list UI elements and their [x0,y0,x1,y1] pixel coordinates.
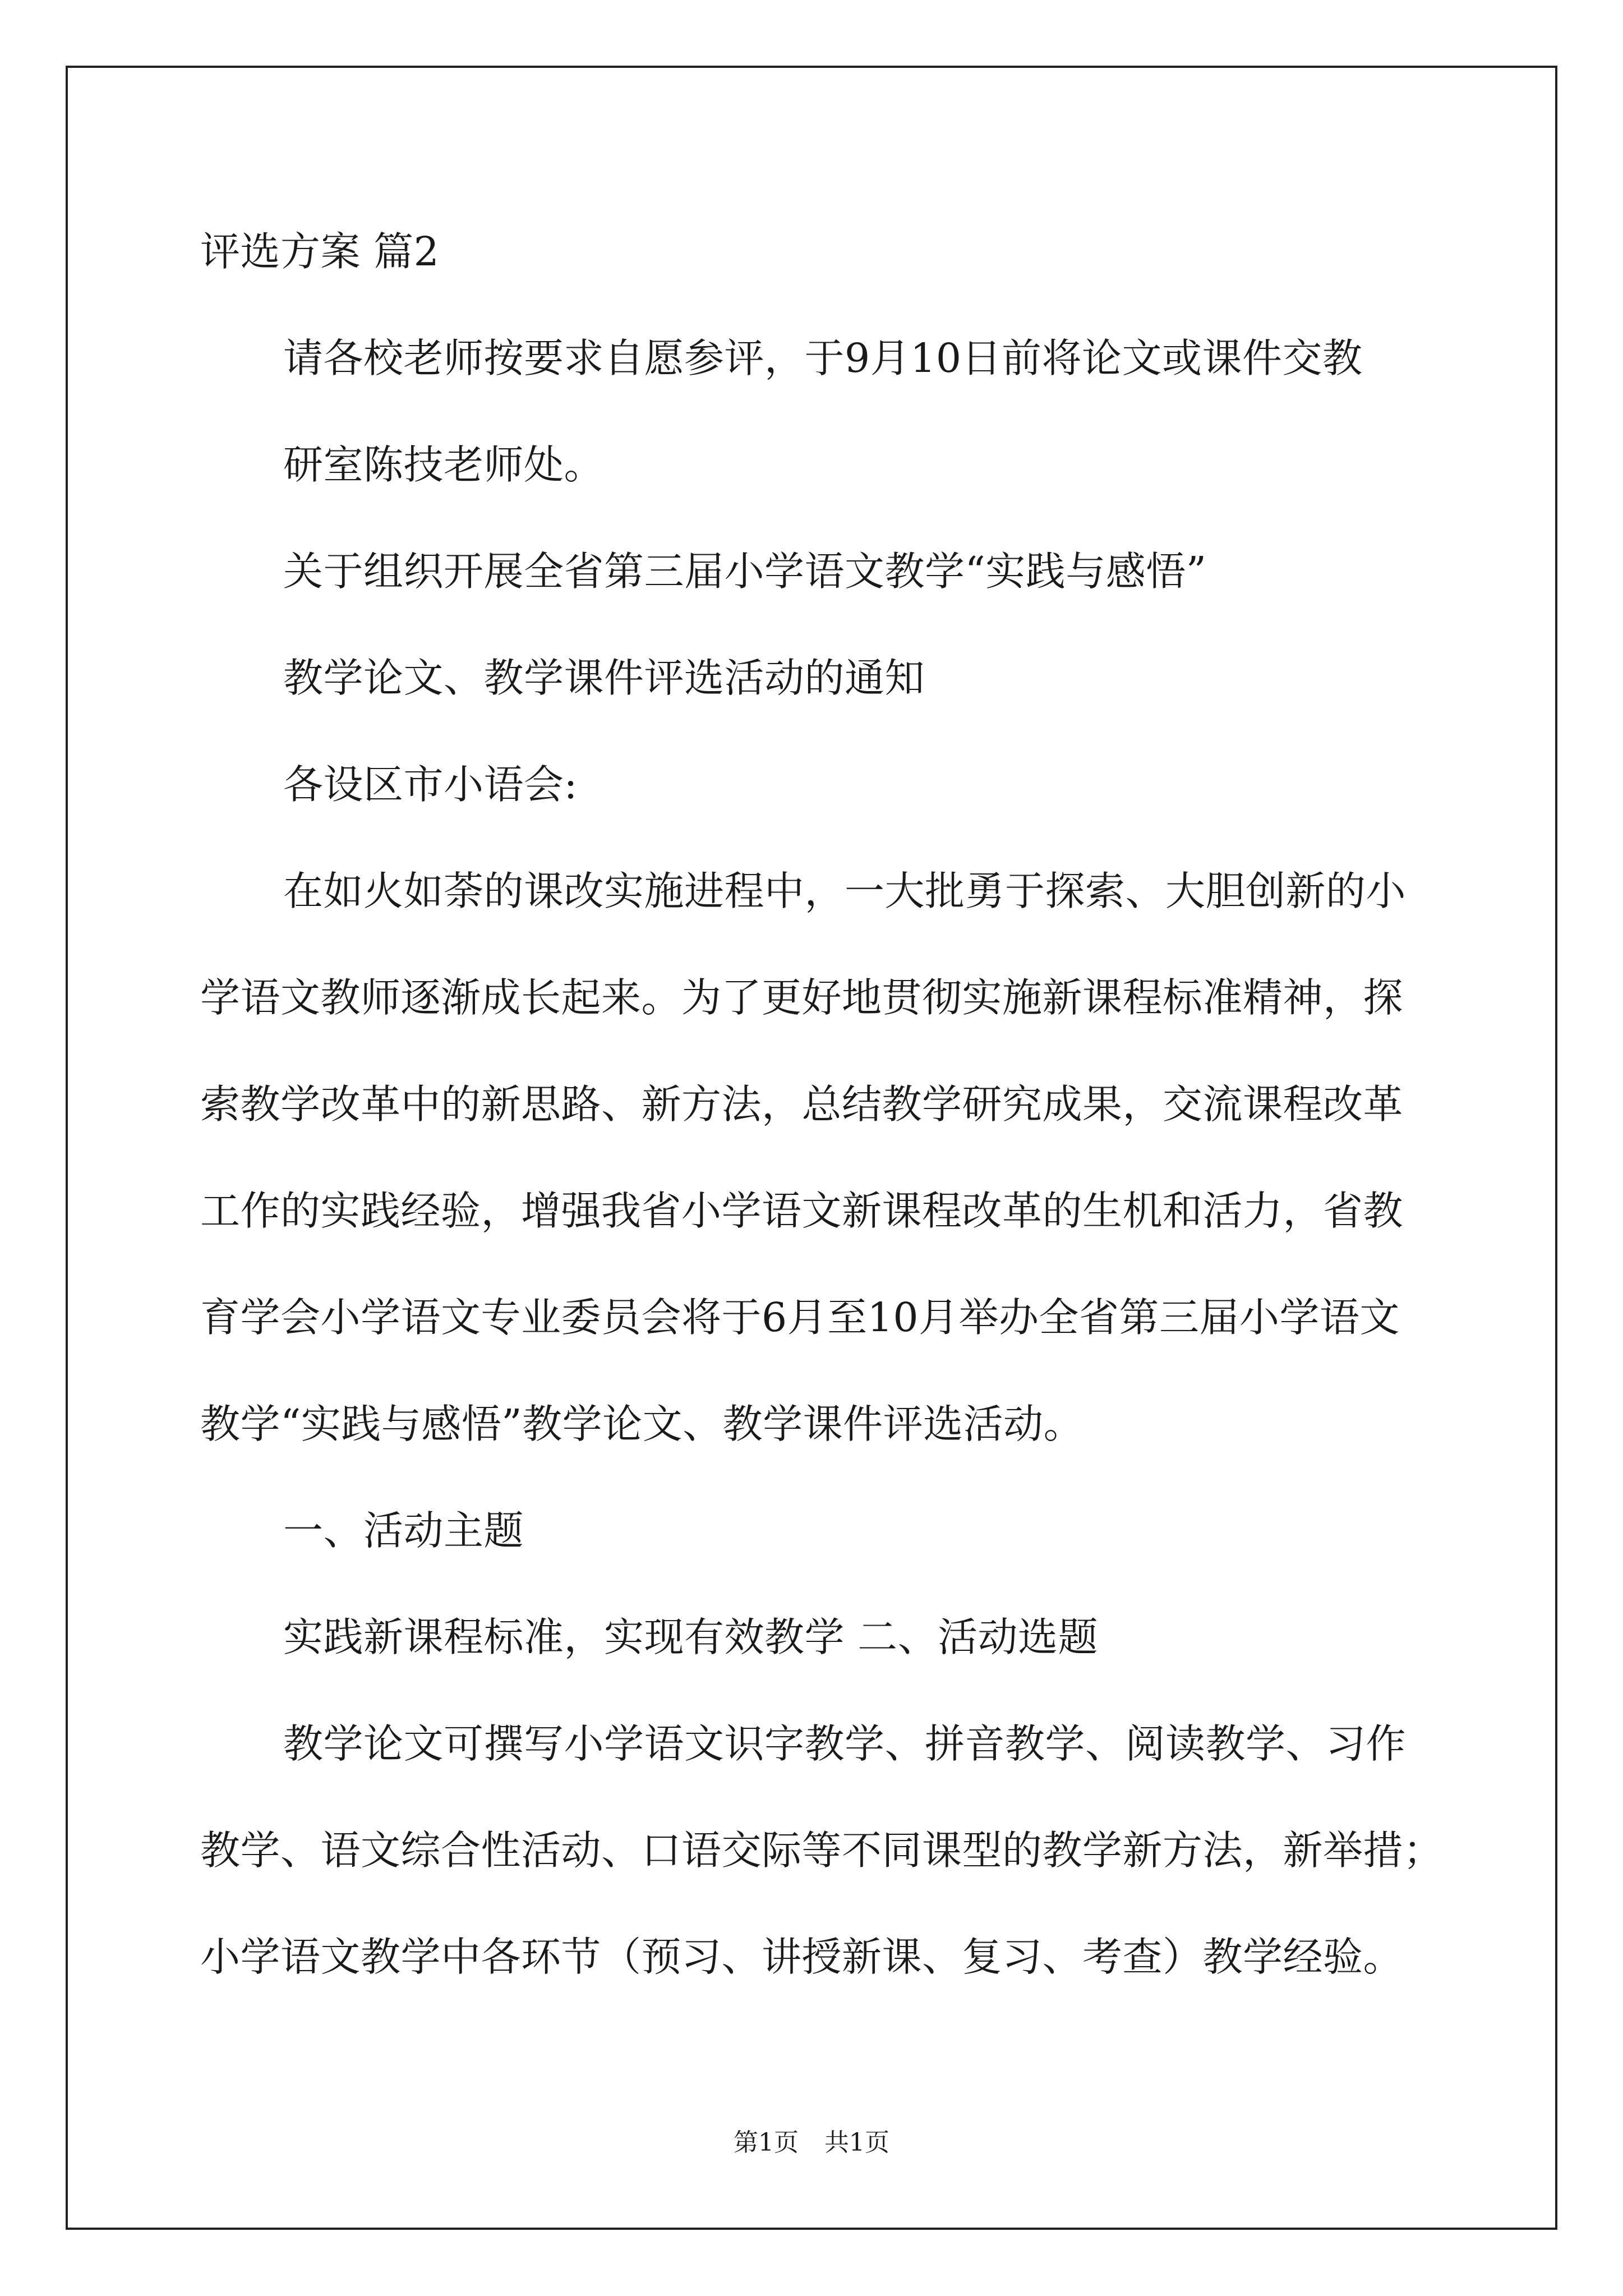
paragraph-line: 学语文教师逐渐成长起来。为了更好地贯彻实施新课程标准精神，探 [200,974,1404,1021]
paragraph-line: 育学会小学语文专业委员会将于6月至10月举办全省第三届小学语文 [200,1294,1400,1341]
paragraph-line: 索教学改革中的新思路、新方法，总结教学研究成果，交流课程改革 [200,1081,1404,1128]
paragraph-line: 工作的实践经验，增强我省小学语文新课程改革的生机和活力，省教 [200,1188,1404,1234]
page-number-current: 第1页 [734,2128,799,2157]
paragraph-line: 教学、语文综合性活动、口语交际等不同课型的教学新方法，新举措； [200,1827,1444,1874]
salutation: 各设区市小语会: [283,761,578,808]
page-footer [0,2126,1623,2160]
paragraph-line: 研室陈技老师处。 [283,441,605,488]
paragraph-line: 教学论文可撰写小学语文识字教学、拼音教学、阅读教学、习作 [283,1720,1407,1767]
section-heading: 评选方案 篇2 [200,228,440,275]
page-border [66,66,1557,2230]
section-title: 一、活动主题 [283,1507,524,1554]
paragraph-line: 小学语文教学中各环节（预习、讲授新课、复习、考查）教学经验。 [200,1934,1404,1980]
paragraph-line: 教学“实践与感悟”教学论文、教学课件评选活动。 [200,1401,1084,1447]
paragraph-line: 实践新课程标准，实现有效教学 二、活动选题 [283,1614,1099,1660]
paragraph-line: 请各校老师按要求自愿参评，于9月10日前将论文或课件交教 [283,335,1363,381]
notice-title-line: 教学论文、教学课件评选活动的通知 [283,655,925,701]
page-number-total: 共1页 [824,2128,889,2157]
paragraph-line: 在如火如荼的课改实施进程中，一大批勇于探索、大胆创新的小 [283,868,1407,914]
notice-title-line: 关于组织开展全省第三届小学语文教学“实践与感悟” [283,548,1207,595]
